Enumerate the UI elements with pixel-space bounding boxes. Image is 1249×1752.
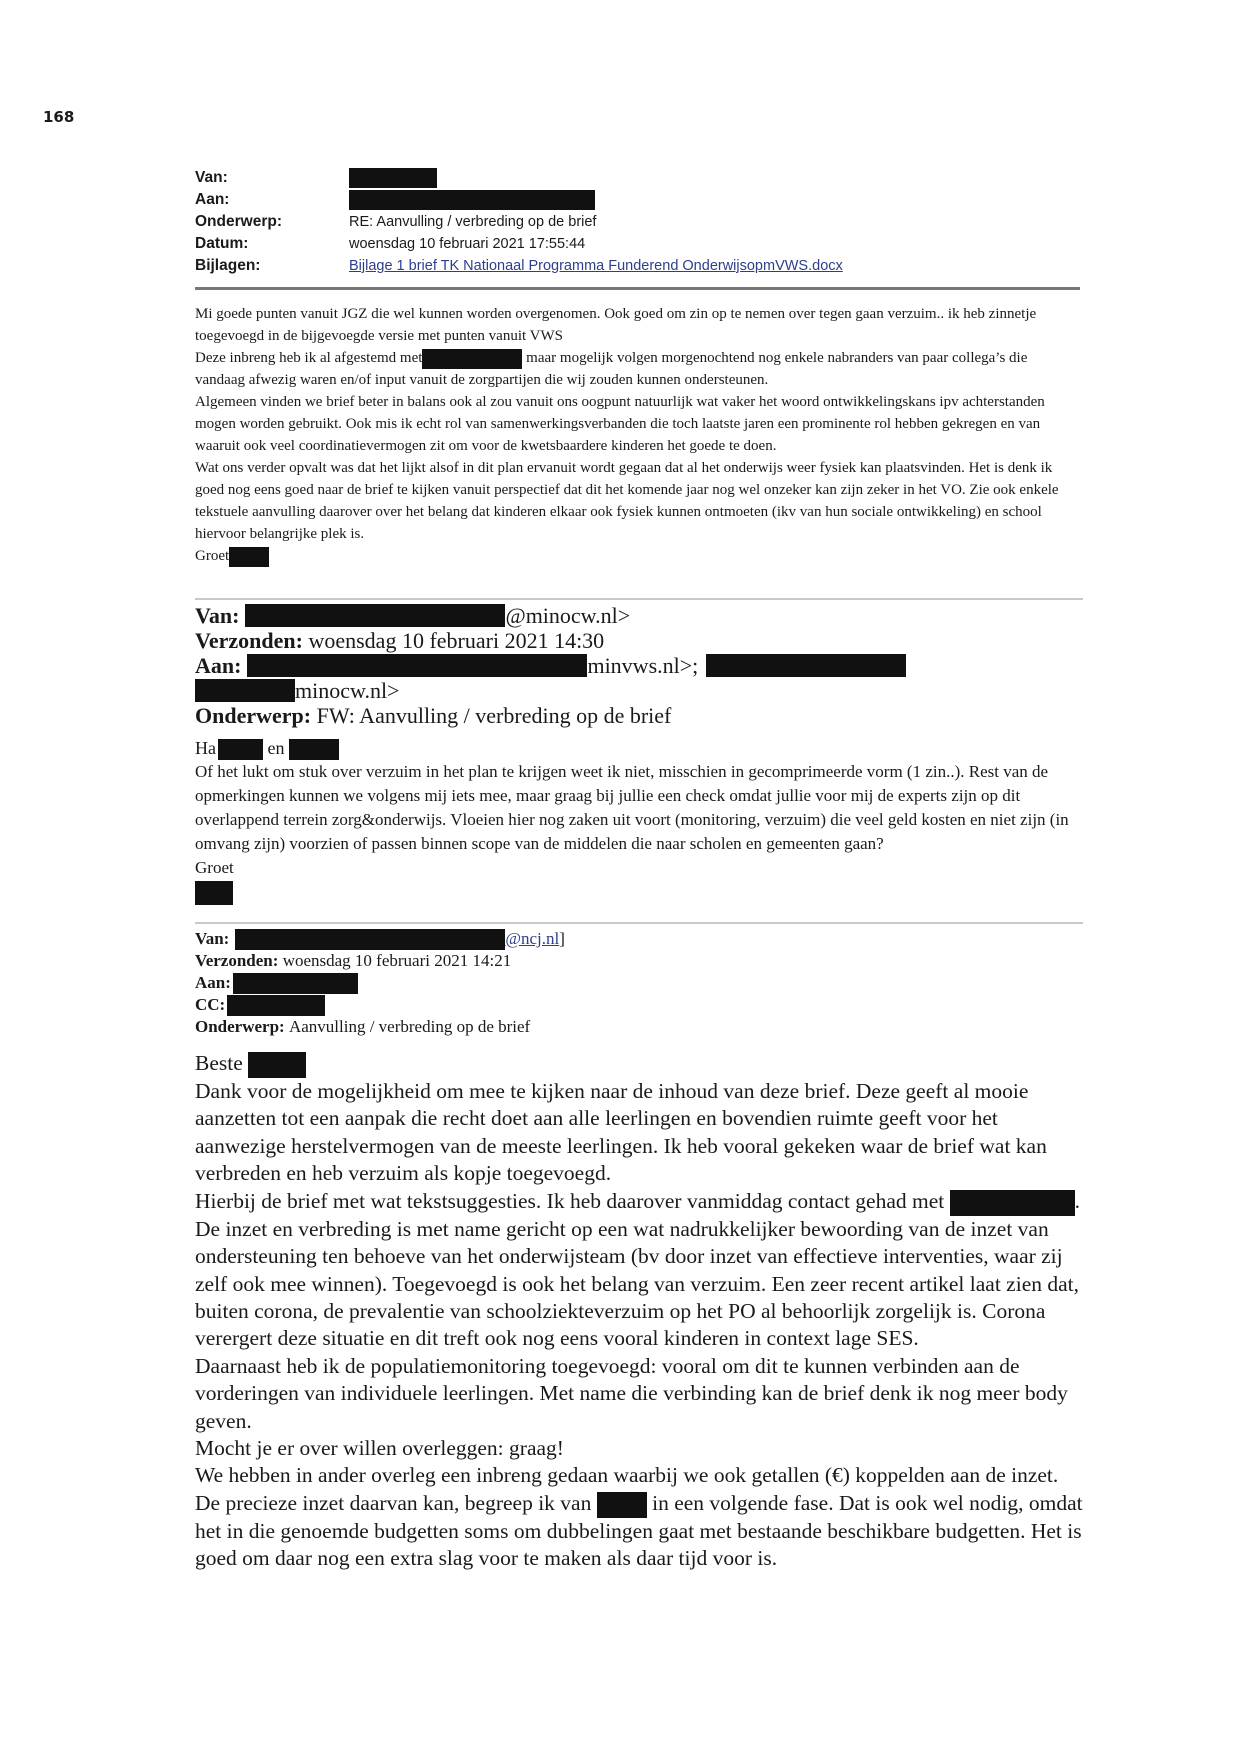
redaction: [950, 1190, 1075, 1216]
paragraph: Algemeen vinden we brief beter in balans ook al zou vanuit ons oogpunt natuurlijk wat vaker het woord ontwikkelingskans ipv achterstanden mogen worden gebruikt. Ook mis ik echt rol van samenwerkingsverbanden die toch laatste jaren een prominente rol hebben gekregen en van waaruit ook veel coordinatievermogen zit om voor de kwetsbaardere kinderen het goede te doen.: [195, 394, 1045, 454]
attachment-link[interactable]: Bijlage 1 brief TK Nationaal Programma Funderend OnderwijsopmVWS.docx: [349, 258, 843, 274]
redaction: [227, 995, 325, 1016]
message-body-1: [195, 303, 1075, 567]
paragraph: Daarnaast heb ik de populatiemonitoring toegevoegd: vooral om dit te kunnen verbinden aan de vorderingen van individuele leerlingen. Met name die verbinding kan de brief denk ik nog meer body geven.: [195, 1353, 1068, 1433]
subject-value: Aanvulling / verbreding op de brief: [288, 1017, 531, 1036]
sent-date: woensdag 10 februari 2021 14:30: [308, 628, 605, 653]
signoff-name: [195, 880, 1083, 905]
paragraph: Dank voor de mogelijkheid om mee te kijken naar de inhoud van deze brief. Deze geeft al mooie aanzetten tot een aanpak die recht doet aan alle leerlingen en bovendien ruimte geeft voor het aanwezige herstelvermogen van de meeste leerlingen. Ik heb vooral gekeken waar de brief wat kan verbreden en heb verzuim als kopje toegevoegd.: [195, 1079, 1047, 1186]
recipient-domain: minvws.nl>;: [587, 653, 699, 678]
sender-email-link[interactable]: @ncj.nl: [505, 929, 560, 948]
bijlagen-label: Bijlagen:: [195, 257, 261, 274]
redaction: [248, 1052, 306, 1078]
redaction: [218, 739, 263, 760]
verzonden-label: Verzonden:: [195, 628, 303, 653]
cc-label: CC:: [195, 995, 226, 1014]
paragraph: Of het lukt om stuk over verzuim in het plan te krijgen weet ik niet, misschien in gecomprimeerde vorm (1 zin..). Rest van de opmerkingen kunnen we volgens mij iets mee, maar graag bij jullie een check omdat jullie voor mij de experts zijn op dit overlappend terrein zorg&onderwijs. Vloeien hier nog zaken uit voort (monitoring, verzuim) die veel geld kosten en niet zijn (in omvang zijn) voorzien of passen binnen scope van de middelen die naar scholen en gemeenten gaan?: [195, 762, 1069, 854]
redaction: [245, 604, 505, 627]
paragraph: Deze inbreng heb ik al afgestemd met maar mogelijk volgen morgenochtend nog enkele nabranders van paar collega’s die vandaag afwezig waren en/of input vanuit de zorgpartijen die wij zouden kunnen ondersteunen.: [195, 350, 1028, 388]
paragraph: Mocht je er over willen overleggen: graag!: [195, 1436, 564, 1460]
subject-value: RE: Aanvulling / verbreding op de brief: [349, 214, 597, 230]
sender-domain: @minocw.nl>: [505, 603, 631, 628]
greeting: Ha en: [195, 736, 1083, 760]
redaction: [195, 679, 295, 702]
redaction: [706, 654, 906, 677]
paragraph: We hebben in ander overleg een inbreng gedaan waarbij we ook getallen (€) koppelden aan de inzet. De precieze inzet daarvan kan, begreep ik van in een volgende fase. Dat is ook wel nodig, omdat het in die genoemde budgetten soms om dubbelingen gaat met bestaande beschikbare budgetten. Het is goed om daar nog een extra slag voor te maken als daar tijd voor is.: [195, 1463, 1083, 1571]
van-label: Van:: [195, 603, 240, 628]
onderwerp-label: Onderwerp:: [195, 703, 312, 728]
header-divider: [195, 287, 1080, 290]
paragraph: Hierbij de brief met wat tekstsuggesties. Ik heb daarover vanmiddag contact gehad met . De inzet en verbreding is met name gericht op een wat nadrukkelijker bewoording van de inzet van ondersteuning ten behoeve van het onderwijsteam (bv door inzet van effectieve interventies, waar zij zelf ook mee winnen). Toegevoegd is ook het belang van verzuim. Een zeer recent artikel laat zien dat, buiten corona, de prevalentie van schoolziekteverzuim op het PO al behoorlijk zorgelijk is. Corona verergert deze situatie en dit treft ook nog eens vooral kinderen in context lage SES.: [195, 1188, 1081, 1351]
forward-header: [195, 603, 1085, 728]
page-number: 168: [43, 108, 75, 126]
onderwerp-label: Onderwerp:: [195, 1017, 285, 1036]
subject-value: FW: Aanvulling / verbreding op de brief: [316, 703, 672, 728]
van-label: Van:: [195, 169, 228, 186]
greeting: Beste: [195, 1050, 1085, 1078]
date-value: woensdag 10 februari 2021 17:55:44: [349, 236, 586, 252]
aan-label: Aan:: [195, 973, 231, 992]
van-label: Van:: [195, 929, 230, 948]
redaction: [597, 1492, 647, 1518]
onderwerp-label: Onderwerp:: [195, 213, 282, 230]
redaction: [349, 168, 437, 188]
redaction: [195, 881, 233, 905]
original-header: Van: @ncj.nl ] Verzonden: woensdag 10 februari 2021 14:21 Aan: CC: Onderwerp: Aanvulling / verbreding op de brief: [195, 929, 565, 1036]
redaction: [247, 654, 587, 677]
redaction: [233, 973, 358, 994]
redaction: [229, 547, 269, 567]
aan-label: Aan:: [195, 191, 230, 208]
email-header: [195, 167, 843, 277]
verzonden-label: Verzonden:: [195, 951, 279, 970]
redaction: [289, 739, 339, 760]
message-divider: [195, 598, 1083, 600]
sent-date: woensdag 10 februari 2021 14:21: [282, 951, 512, 970]
signoff: Groet: [195, 858, 234, 878]
recipient-domain: minocw.nl>: [295, 678, 400, 703]
message-body-2: [195, 736, 1083, 905]
redaction: [235, 929, 505, 950]
paragraph: Mi goede punten vanuit JGZ die wel kunnen worden overgenomen. Ook goed om zin op te nemen over tegen gaan verzuim.. ik heb zinnetje toegevoegd in de bijgevoegde versie met punten vanuit VWS: [195, 306, 1037, 344]
message-body-3: [195, 1050, 1085, 1573]
datum-label: Datum:: [195, 235, 249, 252]
redaction: [422, 349, 522, 369]
signoff: Groet: [195, 545, 1075, 567]
paragraph: Wat ons verder opvalt was dat het lijkt alsof in dit plan ervanuit wordt gegaan dat al het onderwijs weer fysiek kan plaatsvinden. Het is denk ik goed nog eens goed naar de brief te kijken vanuit perspectief dat dit het komende jaar nog wel onzeker kan zijn zeker in het VO. Zie ook enkele tekstuele aanvulling daarover over het belang dat kinderen elkaar ook fysiek kunnen ontmoeten (ikv van hun sociale ontwikkeling) en school hiervoor belangrijke plek is.: [195, 460, 1059, 542]
aan-label: Aan:: [195, 653, 242, 678]
message-divider: [195, 922, 1083, 924]
redaction: [349, 190, 595, 210]
